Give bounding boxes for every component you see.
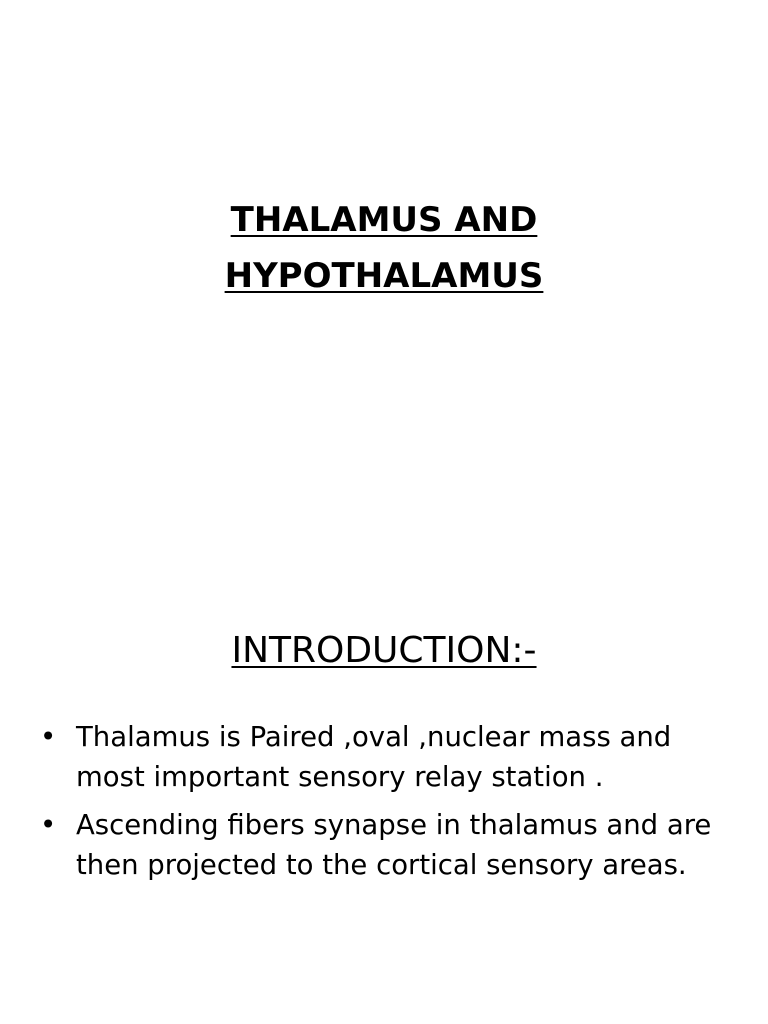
bullet-text: Thalamus is Paired ,oval ,nuclear mass and most important sensory relay station .: [76, 721, 672, 793]
bullet-icon: •: [40, 809, 57, 841]
list-item: [40, 805, 720, 885]
heading-text: INTRODUCTION:-: [231, 630, 537, 671]
bullet-text: Ascending fibers synapse in thalamus and are then projected to the cortical sensory areas.: [76, 809, 712, 881]
section-heading: [0, 628, 768, 674]
title-line-1: THALAMUS AND: [230, 200, 538, 240]
introduction-slide: [0, 512, 768, 1024]
slide-title: [0, 192, 768, 304]
bullet-list: [40, 717, 720, 893]
bullet-icon: •: [40, 721, 57, 753]
list-item: [40, 717, 720, 797]
title-line-2: HYPOTHALAMUS: [224, 256, 544, 296]
